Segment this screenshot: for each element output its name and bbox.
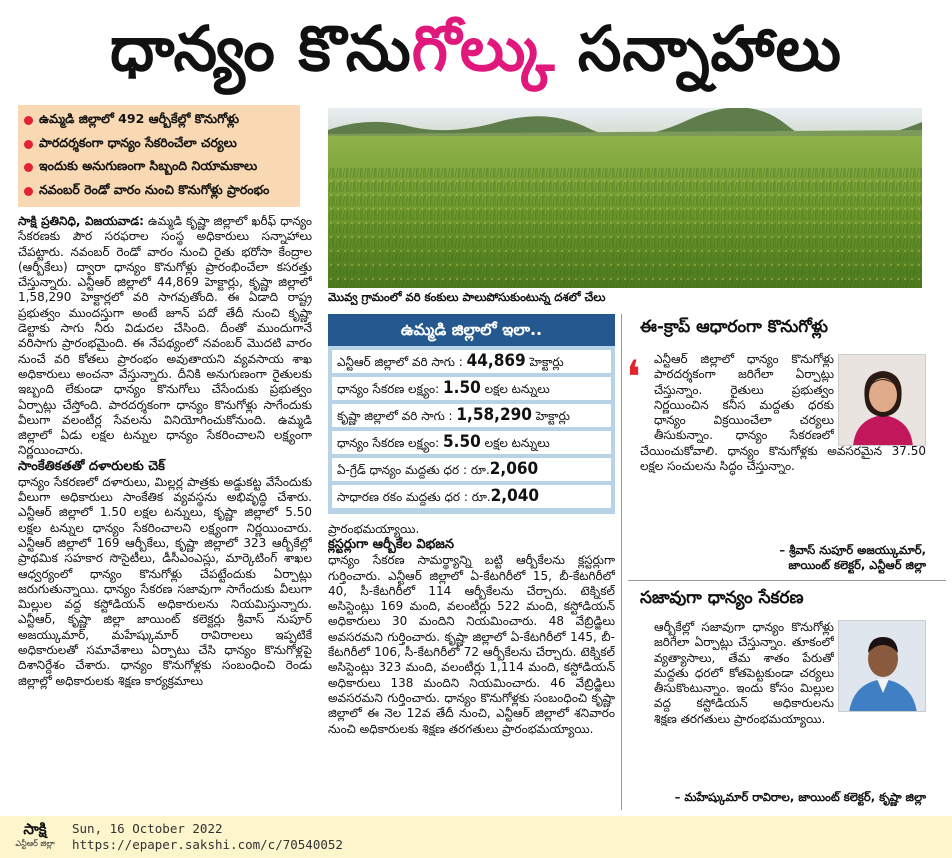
bullet-dot-icon [24,163,33,172]
bullet-dot-icon [24,140,33,149]
portrait-man-image [839,621,926,712]
quote-body-1-top [654,352,834,444]
highlight-text: ఇందుకు అనుగుణంగా సిబ్బంది నియామకాలు [39,158,258,174]
stats-box [328,314,615,514]
avatar-joint-collector-krishna [838,620,926,712]
stats-value: 5.50 [443,432,481,452]
sakshi-logo[interactable] [6,820,64,854]
stats-value: 44,869 [466,351,526,371]
paddy-field-image [328,108,922,288]
headline-part2: కు సన్నాహాలు [555,12,843,85]
highlights-box [18,105,300,207]
article-column-2 [328,522,615,810]
stats-value: 1,58,290 [456,405,532,425]
headline-accent: గోల్ [411,12,556,85]
attribution-name: – మహేష్కుమార్ రావిరాల, జాయింట్ కలెక్టర్, కృష్ణా జిల్లా [674,790,926,804]
stats-label: ఏ-గ్రేడ్ ధాన్యం మద్దతు ధర : రూ. [337,463,490,477]
photo-caption: మొవ్వ గ్రామంలో వరి కంకులు పాలుపోసుకుంటున్న దశలో చేలు [328,290,606,304]
stats-unit: హెక్టార్లు [525,355,564,369]
stats-row [332,350,611,373]
stats-row [332,377,611,400]
stats-unit: లక్షల టన్నులు [480,382,550,396]
avatar-joint-collector-ntr [838,354,926,446]
bullet-dot-icon [24,116,33,125]
quote-text-continued: శిక్షణ తరగతులు ప్రారంభమయ్యాయి. [654,712,826,726]
highlight-text: నవంబర్ రెండో వారం నుంచి కొనుగోళ్లు ప్రారంభం [39,181,270,197]
quote-attribution-2 [640,790,926,805]
stats-value: 1.50 [443,378,481,398]
stats-row [332,458,611,481]
highlight-item [24,109,294,133]
subheading: సాంకేతికతతో దళారులకు చెక్ [18,458,165,474]
stats-label: సాధారణ రకం మద్దతు ధర : రూ. [337,490,491,504]
quote-heading-1: ఈ-క్రాప్ ఆధారంగా కొనుగోళ్లు [640,317,829,337]
highlight-item [24,180,294,204]
highlight-text: పారదర్శకంగా ధాన్యం సేకరించేలా చర్యలు [39,134,237,150]
bullet-dot-icon [24,187,33,196]
column-divider [621,314,622,810]
highlight-text: ఉమ్మడి జిల్లాలో 492 ఆర్బీకేల్లో కొనుగోళ్లు [39,111,240,127]
article-column-1 [18,214,312,810]
logo-name: సాక్షి [23,820,47,838]
epaper-footer [0,816,952,858]
publication-date: Sun, 16 October 2022 [72,821,223,836]
footer-info [72,821,343,853]
article-paragraph: ప్రారంభమయ్యాయి. [328,522,420,536]
stats-row [332,431,611,454]
quote-text: ఎన్టీఆర్ జిల్లాలో ధాన్యం కొనుగోళ్లు పారదర్శకంగా జరిగేలా ఏర్పాట్లు చేస్తున్నాం. రైతులు ప్రభుత్వం నిర్ణయించిన కనీస మద్దతు ధరకు ధాన్యం విక్రయించేలా చర్యలు తీసుకున్నాం. ధాన్యం సేకరణలో [654,352,834,443]
stats-value: 2,040 [490,486,540,506]
stats-box-title: ఉమ్మడి జిల్లాలో ఇలా.. [328,314,615,346]
highlight-item [24,156,294,180]
stats-unit: లక్షల టన్నులు [480,436,550,450]
quote-heading-2: సజావుగా ధాన్యం సేకరణ [640,588,804,608]
headline [0,0,952,98]
quote-body-2-top [654,620,834,712]
stats-row [332,404,611,427]
quote-attribution-1 [640,543,926,573]
paddy-field-photo [328,108,922,288]
stats-label: ఎన్టీఆర్ జిల్లాలో వరి సాగు : [337,355,467,369]
quote-text: ఆర్బీకేల్లో సజావుగా ధాన్యం కొనుగోళ్లు జరిగేలా ఏర్పాట్లు చేస్తున్నాం. తూకంలో వ్యత్యాసాలు, తేమ శాతం పేరుతో మద్దతు ధరలో కోతపెట్టకుండా చర్యలు తీసుకొంటున్నాం. ఇందు కోసం మిల్లుల వద్ద కస్టోడియన్ అధికారులను [654,620,834,711]
stats-label: ధాన్యం సేకరణ లక్ష్యం: [337,436,443,450]
subheading: క్లస్టర్లుగా ఆర్బీకేల విభజన [328,537,454,553]
stats-label: కృష్ణా జిల్లాలో వరి సాగు : [337,409,457,423]
headline-part1: ధాన్యం కొను [109,12,412,85]
portrait-woman-image [839,355,926,446]
quote-body-2-bottom [654,712,926,782]
stats-unit: హెక్టార్లు [531,409,570,423]
article-paragraph [18,214,312,459]
section-divider [628,580,946,581]
quote-mark-icon: ❛ [626,350,641,404]
attribution-title: జాయింట్ కలెక్టర్, ఎన్టీఆర్ జిల్లా [788,558,926,572]
article-paragraph: ధాన్యం సేకరణ సామర్థ్యాన్ని బట్టి ఆర్బీకేలను క్లస్టర్లుగా గుర్తించారు. ఎన్టీఆర్ జిల్లాలో ఏ-కేటగిరీలో 15, బీ-కేటగిరీలో 40, సీ-కేటగిరీలో 114 ఆర్బీకేలను చేర్చారు. టెక్నికల్ అసిస్టెంట్లు 169 మంది, వలంటీర్లు 522 మంది, కస్టోడియన్ అధికారులు 30 మందిని నియమించారు. 48 వేబ్రిడ్జిలు అవసరమని గుర్తించారు. కృష్ణా జిల్లాలో ఏ-కేటగిరీలో 145, బీ-కేటగిరీలో 106, సీ-కేటగిరీలో 72 ఆర్బీకేలను చేర్చారు. టెక్నికల్ అసిస్టెంట్లు 323 మంది, వలంటీర్లు 1,114 మంది, కస్టోడియన్ అధికారులు 138 మందిని నియమించారు. 46 వేబ్రిడ్జిలు అవసరమని గుర్తించారు. ధాన్యం కొనుగోళ్లకు సంబంధించి కృష్ణా జిల్లాలో ఈ నెల 12వ తేదీ నుంచి, ఎన్టీఆర్ జిల్లాలో శనివారం నుంచి అధికారులకు శిక్షణ తరగతులు ప్రారంభమయ్యాయి. [328,553,615,736]
attribution-name: – శ్రీవాస్ నుపూర్ అజయ్కుమార్, [779,543,926,557]
quote-text-continued: చేయించుకోవాలి. ధాన్యం కొనుగోళ్లకు అవసరమైన 37.50 లక్షల సంచులను సిద్ధం చేస్తున్నాం. [640,444,926,474]
stats-row [332,485,611,508]
dateline: సాక్షి ప్రతినిధి, విజయవాడ: [18,214,144,228]
stats-value: 2,060 [489,459,539,479]
article-paragraph: ధాన్యం సేకరణలో దళారులు, మిల్లర్ల పాత్రకు అడ్డుకట్ట వేసేందుకు వీలుగా అధికారులు సాంకేతిక వ్యవస్థను అభివృద్ధి చేశారు. ఎన్టీఆర్ జిల్లాలో 1.50 లక్షల టన్నులు, కృష్ణా జిల్లాలో 5.50 లక్షల టన్నుల ధాన్యం సేకరించాలని లక్ష్యంగా నిర్ణయించారు. ఎన్టీఆర్ జిల్లాలో 169 ఆర్బీకేలు, కృష్ణా జిల్లాలో 323 ఆర్బీకేల్లో ప్రాథమిక సహకార సొసైటీలు, డీసీఎంఎస్లు, మార్కెటింగ్ శాఖల ఆధ్వర్యంలో ధాన్యం కొనుగోళ్లు చేపట్టేందుకు ఏర్పాట్లు జరుగుతున్నాయి. ధాన్యం సేకరణ సజావుగా సాగేందుకు వీలుగా మిల్లుల వద్ద కస్టోడియన్ అధికారులను నియమిస్తున్నారు. ఎన్టీఆర్, కృష్ణా జిల్లా జాయింట్ కలెక్టర్లు శ్రీవాస్ నుపూర్ అజయ్కుమార్, మహేష్కుమార్ రావిరాలలు ఇప్పటికే అధికారులతో సమావేశాలు ఏర్పాటు చేసి ధాన్యం కొనుగోళ్లపై దిశానిర్దేశం చేశారు. ధాన్యం కొనుగోళ్లకు సంబంధించి రెండు జిల్లాల్లో అధికారులకు శిక్షణ కార్యక్రమాలు [18,474,312,688]
epaper-link[interactable]: https://epaper.sakshi.com/c/70540052 [72,837,343,852]
highlight-item [24,133,294,157]
paragraph-text: ఉమ్మడి కృష్ణా జిల్లాలో ఖరీఫ్ ధాన్యం సేకరణకు పౌర సరఫరాల సంస్థ అధికారులు సన్నాహాలు చేపట్టారు. నవంబర్ రెండో వారం నుంచి రైతు భరోసా కేంద్రాల (ఆర్బీకేలు) ద్వారా ధాన్యం కొనుగోళ్లు ప్రారంభించేలా కసరత్తు చేస్తున్నారు. ఎన్టీఆర్ జిల్లాలో 44,869 హెక్టార్లు, కృష్ణా జిల్లాలో 1,58,290 హెక్టార్లలో వరి సాగవుతోంది. ఈ ఏడాది రాష్ట్ర ప్రభుత్వం ముందస్తుగా అంటే జూన్ పదో తేదీ నుంచి కృష్ణా డెల్టాకు సాగు నీరు విడుదల చేసింది. దీంతో ముందుగానే వరిసాగు ప్రారంభమైంది. ఈ నేపథ్యంలో నవంబర్ మొదటి వారం నుంచే వరి కోతలు ప్రారంభం అవుతాయని వ్యవసాయ శాఖ అధికారులు అంచనా వేస్తున్నారు. దీనికి అనుగుణంగా రైతులకు ఇబ్బంది లేకుండా ధాన్యం కొనుగోలు చేసేందుకు ప్రభుత్వం ఏర్పాట్లు చేస్తోంది. పారదర్శకంగా ధాన్యం కొనుగోళ్లు సాగేందుకు వీలుగా వలంటీర్ల సేవలను వినియోగించుకోనుంది. ఉమ్మడి జిల్లాలో ఏడు లక్షల టన్నుల ధాన్యం సేకరించాలని లక్ష్యంగా నిర్ణయించారు. [18,214,312,458]
logo-edition: ఎన్టీఆర్ జిల్లా [15,839,55,848]
stats-label: ధాన్యం సేకరణ లక్ష్యం: [337,382,443,396]
quote-body-1-bottom [640,444,926,542]
